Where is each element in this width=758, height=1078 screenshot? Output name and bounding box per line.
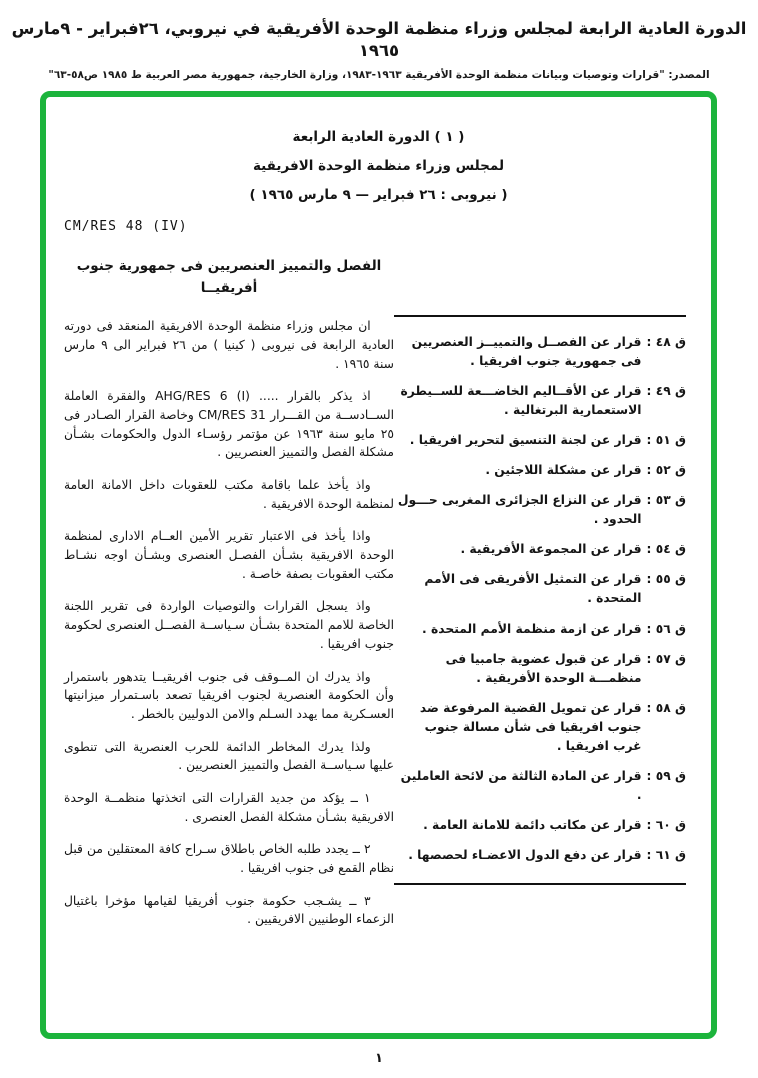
index-item-title: قرار عن التمثيل الأفريقى فى الأمم المتحدة . bbox=[424, 572, 642, 606]
page-number: ١ bbox=[375, 1051, 383, 1066]
index-item bbox=[394, 491, 686, 529]
index-item-number: ق ٥٥ : bbox=[646, 572, 686, 587]
session-title-line-2: لمجلس وزراء منظمة الوحدة الافريقية bbox=[252, 158, 505, 175]
session-header-title: الدورة العادية الرابعة لمجلس وزراء منظمة الوحدة الأفريقية في نيروبي، ٢٦فبراير - ٩مارس ١٩٦٥ bbox=[11, 19, 747, 61]
resolution-text-column bbox=[64, 219, 394, 943]
index-item-number: ق ٥٤ : bbox=[646, 542, 686, 557]
page-header bbox=[0, 18, 758, 81]
resolution-paragraph: ولذا يدرك المخاطر الدائمة للحرب العنصرية التى تنطوى عليها سـياســة الفصل والتمييز العنصريين . bbox=[64, 739, 394, 773]
index-item bbox=[394, 570, 686, 608]
resolution-heading: الفصل والتمييز العنصريين فى جمهورية جنوب أفريقيــا bbox=[76, 258, 382, 296]
index-item-title: قرار عن الفصــل والتمييــز العنصريين فى جمهورية جنوب افريقيا . bbox=[411, 335, 642, 369]
index-item bbox=[394, 816, 686, 835]
index-item bbox=[394, 846, 686, 865]
index-item-title: قرار عن ازمة منظمة الأمم المتحدة . bbox=[422, 621, 642, 636]
index-item-number: ق ٥٩ : bbox=[646, 768, 686, 783]
index-bottom-rule bbox=[394, 883, 686, 885]
index-item-title: قرار عن تمويل القضية المرفوعة ضد جنوب افريقيا فى شأن مسالة جنوب غرب افريقيا . bbox=[419, 700, 642, 753]
resolution-paragraph: واذ يسجل القرارات والتوصيات الواردة فى تقرير اللجنة الخاصة للامم المتحدة بشـأن سـياســة الفصــل العنصرى لحكومة جنوب افريقيا . bbox=[64, 599, 394, 651]
index-item-number: ق ٥١ : bbox=[646, 433, 686, 448]
index-item-number: ق ٦١ : bbox=[646, 847, 686, 862]
index-item-number: ق ٥٨ : bbox=[646, 700, 686, 715]
resolution-paragraph: واذ يأخذ علما باقامة مكتب للعقوبات داخل الامانة العامة لمنظمة الوحدة الافريقية . bbox=[64, 478, 394, 511]
resolution-paragraph: اذ يذكر بالقرار ..... AHG/RES 6 (I) والفقرة العاملة الســادســة من القـــرار CM/RES 31 وخاصة القرار الصـادر فى ٢٥ مايو سنة ١٩٦٣ عن مؤتمر رؤسـاء الدول والحكومات بشـأن مشكلة الفصل والتمييز العنصريين . bbox=[64, 389, 395, 460]
resolution-clause-1: ١ ــ يؤكد من جديد القرارات التى اتخذتها منظمــة الوحدة الافريقية بشـأن مشكلة الفصل العنصرى . bbox=[64, 790, 394, 824]
index-item-title: قرار عن قبول عضوية جامبيا فى منظمـــة الوحدة الأفريقية . bbox=[445, 651, 642, 685]
index-item-number: ق ٤٨ : bbox=[646, 335, 686, 349]
index-item bbox=[394, 540, 686, 559]
document-green-frame bbox=[40, 91, 717, 1039]
resolutions-index-column bbox=[394, 315, 686, 885]
resolution-paragraph: واذ يدرك ان المــوقف فى جنوب افريقيــا يتدهور باستمرار وأن الحكومة العنصرية لجنوب افريقيا تصعد باسـتمرار ميزانيتها العسـكرية مما يهدد السـلم والامن الدوليين بالخطر . bbox=[64, 669, 394, 721]
index-item-title: قرار عن لجنة التنسيق لتحرير افريقيا . bbox=[409, 433, 642, 448]
document-body bbox=[46, 97, 711, 1033]
index-item-number: ق ٥٣ : bbox=[646, 493, 686, 508]
index-item-title: قرار عن مشكلة اللاجئين . bbox=[485, 463, 642, 478]
index-item-title: قرار عن النزاع الجزائرى المغربى حـــول الحدود . bbox=[397, 493, 642, 527]
index-item bbox=[394, 382, 686, 420]
index-item bbox=[394, 620, 686, 639]
source-citation: المصدر: "قرارات وتوصيات وبيانات منظمة الوحدة الأفريقية ١٩٦٣-١٩٨٣، وزارة الخارجية، جمهورية مصر العربية ط ١٩٨٥ ص٥٨-٦٣" bbox=[48, 68, 710, 81]
resolution-clause-3: ٣ ــ يشـجب حكومة جنوب أفريقيا لقيامها مؤخرا باغتيال الزعماء الوطنيين الافريقيين . bbox=[64, 893, 394, 927]
index-item bbox=[394, 650, 686, 688]
document-session-title bbox=[46, 123, 711, 210]
session-title-line-1: ( ١ ) الدورة العادية الرابعة bbox=[292, 129, 465, 145]
index-item-title: قرار عن المجموعة الأفريقية . bbox=[460, 542, 642, 557]
index-item bbox=[394, 461, 686, 480]
resolutions-index-list bbox=[394, 333, 686, 865]
index-item bbox=[394, 699, 686, 756]
resolution-code: CM/RES 48 (IV) bbox=[64, 219, 188, 234]
session-title-line-3: ( نيروبى : ٢٦ فبراير — ٩ مارس ١٩٦٥ ) bbox=[249, 187, 508, 204]
index-item-title: قرار عن الأقــاليم الخاضـــعة للســيطرة الاستعمارية البرتغالية . bbox=[400, 384, 642, 418]
index-item-number: ق ٥٢ : bbox=[646, 463, 686, 478]
index-item bbox=[394, 767, 686, 805]
index-item-number: ق ٥٦ : bbox=[646, 621, 686, 636]
index-item bbox=[394, 431, 686, 450]
index-item-number: ق ٤٩ : bbox=[646, 384, 686, 399]
index-top-rule bbox=[394, 315, 686, 317]
index-item-number: ق ٦٠ : bbox=[646, 817, 686, 832]
index-item bbox=[394, 333, 686, 371]
index-item-number: ق ٥٧ : bbox=[646, 651, 686, 666]
index-item-title: قرار عن المادة الثالثة من لائحة العاملين . bbox=[400, 768, 642, 802]
resolution-paragraph: ان مجلس وزراء منظمة الوحدة الافريقية المنعقد فى دورته العادية الرابعة فى نيروبى ( كينيا ) من ٢٦ فبراير الى ٩ مارس سنة ١٩٦٥ . bbox=[64, 319, 394, 371]
index-item-title: قرار عن مكاتب دائمة للامانة العامة . bbox=[423, 817, 642, 832]
index-item-title: قرار عن دفع الدول الاعضـاء لحصصها . bbox=[408, 847, 642, 862]
resolution-clause-2: ٢ ــ يجدد طلبه الخاص باطلاق سـراح كافة المعتقلين من قبل نظام القمع فى جنوب افريقيا . bbox=[64, 842, 394, 875]
resolution-paragraph: واذا يأخذ فى الاعتبار تقرير الأمين العــام الادارى لمنظمة الوحدة الافريقية بشـأن الفصـل العنصرى وبشـأن اوجه نشـاط مكتب العقوبات بصفة خاصـة . bbox=[64, 529, 394, 581]
